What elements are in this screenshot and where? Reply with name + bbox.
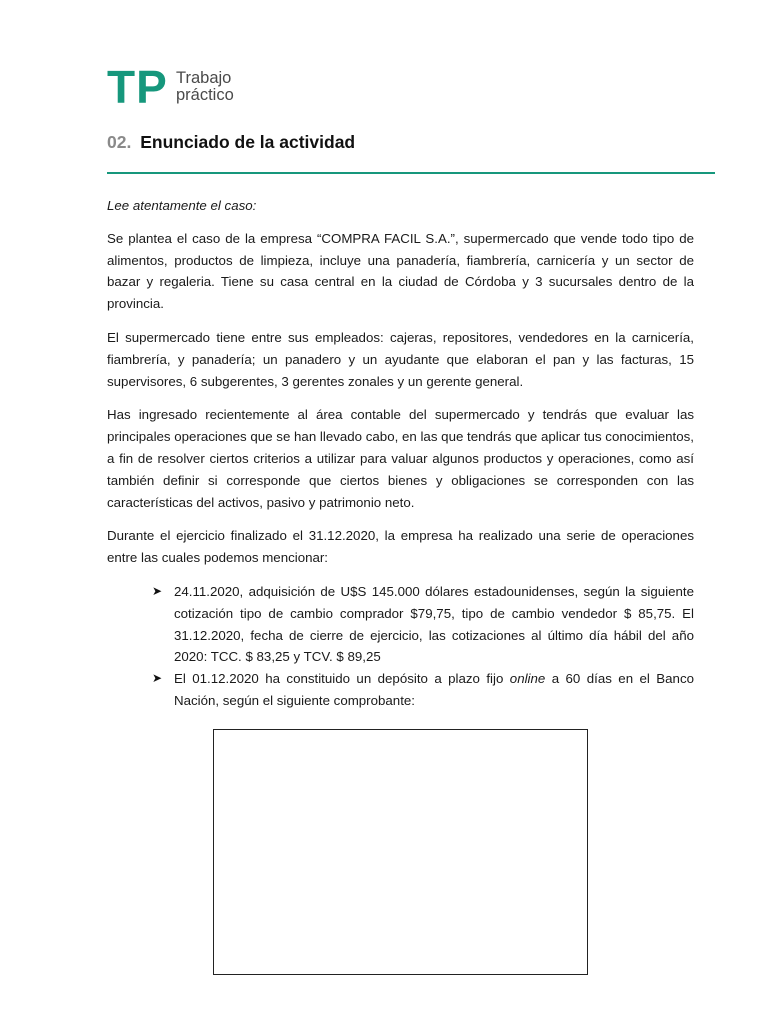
list-item-text-end: a 60 días en el Banco Nación, según el siguiente comprobante: [174,671,694,708]
operations-list [107,581,694,712]
list-item-emphasis: online [509,671,546,687]
receipt-placeholder-box [213,729,588,975]
list-item [107,581,694,668]
paragraph-company: Se plantea el caso de la empresa “COMPRA FACIL S.A.”, supermercado que vende todo tipo de alimentos, productos de limpieza, incluye una panadería, fiambrería, carnicería y un sector de bazar y regaleria. Tiene su casa central en la ciudad de Córdoba y 3 sucursales dentro de la provincia. [107,230,694,312]
heading-divider [107,172,715,174]
list-item-text-start: El 01.12.2020 ha constituido un depósito a plazo fijo [174,671,510,687]
list-item-text: 24.11.2020, adquisición de U$S 145.000 dólares estadounidenses, según la siguiente cotización tipo de cambio comprador $79,75, tipo de cambio vendedor $ 85,75. El 31.12.2020, fecha de cierre de ejercicio, las cotizaciones al último día hábil del año 2020: TCC. $ 83,25 y TCV. $ 89,25 [174,583,694,665]
section-number: 02. [107,132,132,152]
list-item [107,668,694,712]
document-body [107,195,694,712]
logo-line-1: Trabajo [176,69,232,87]
paragraph-operations: Durante el ejercicio finalizado el 31.12.2020, la empresa ha realizado una serie de operaciones entre las cuales podemos mencionar: [107,528,694,566]
intro-line: Lee atentamente el caso: [107,198,257,213]
logo-mark: TP [107,61,168,113]
logo-subtitle [176,70,234,104]
logo-line-2: práctico [176,86,234,104]
arrowhead-bullet-icon: ➤ [152,583,163,598]
paragraph-task: Has ingresado recientemente al área contable del supermercado y tendrás que evaluar las principales operaciones que se han llevado cabo, en las que tendrás que aplicar tus conocimientos, a fin de resolver ciertos criterios a utilizar para valuar algunos productos y operaciones, como así también definir si corresponde que ciertos bienes y obligaciones se corresponden con las características del activos, pasivo y patrimonio neto. [107,407,694,510]
section-heading [107,132,355,153]
paragraph-employees: El supermercado tiene entre sus empleados: cajeras, repositores, vendedores en la carnicería, fiambrería, y panadería; un panadero y un ayudante que elaboran el pan y las facturas, 15 supervisores, 6 subgerentes, 3 gerentes zonales y un gerente general. [107,329,694,389]
section-title: Enunciado de la actividad [140,132,356,152]
arrowhead-bullet-icon: ➤ [152,671,163,686]
